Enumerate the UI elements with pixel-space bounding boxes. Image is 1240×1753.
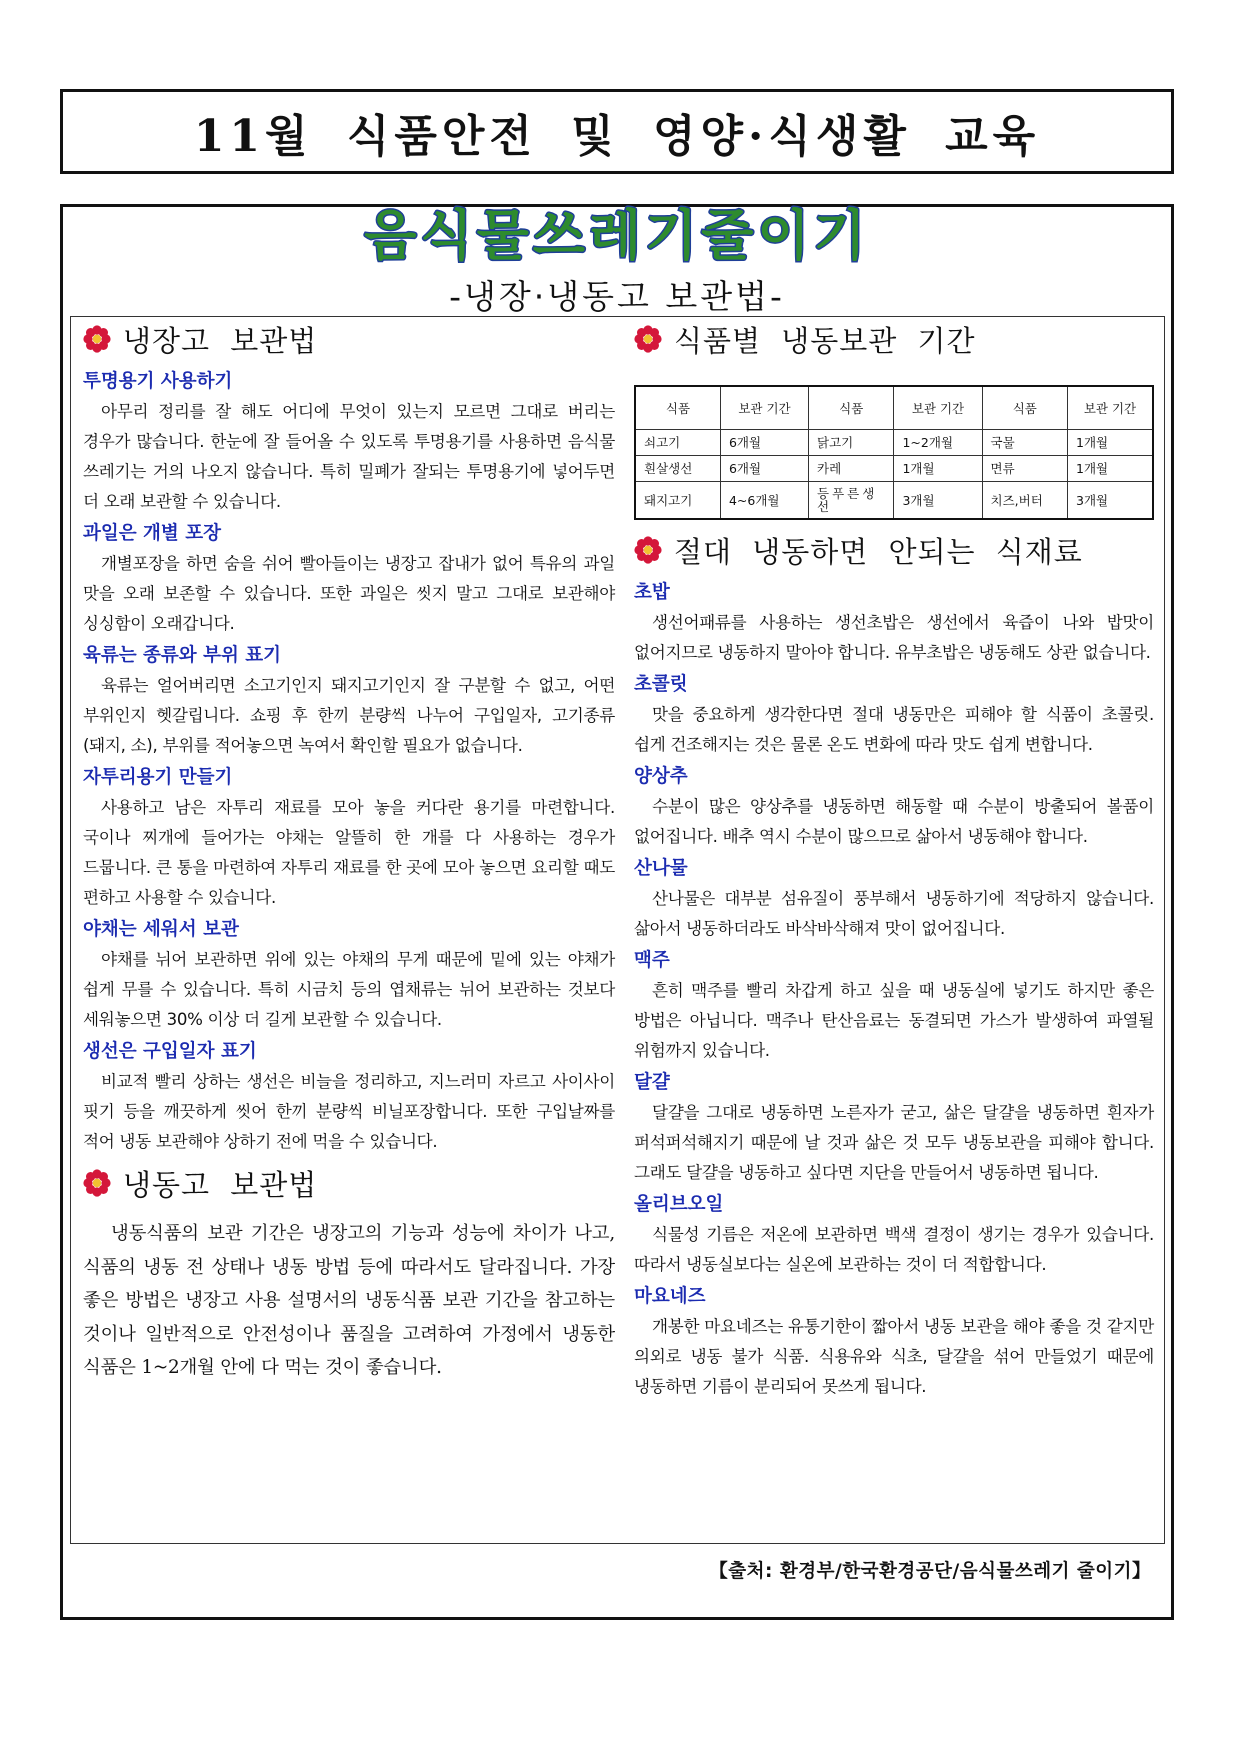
table-cell: 6개월 bbox=[720, 430, 808, 456]
flower-icon bbox=[634, 536, 662, 564]
fridge-item bbox=[83, 915, 615, 1035]
table-header: 식품 bbox=[635, 386, 720, 430]
table-cell: 1개월 bbox=[1068, 456, 1154, 482]
storage-period-table bbox=[634, 385, 1154, 520]
table-cell: 카레 bbox=[809, 456, 894, 482]
table-header: 보관 기간 bbox=[1068, 386, 1154, 430]
ingredient-item bbox=[634, 1190, 1154, 1280]
left-column bbox=[83, 317, 615, 1385]
section-heading-freezer bbox=[83, 1161, 615, 1205]
item-title: 초콜릿 bbox=[634, 674, 688, 695]
table-cell: 닭고기 bbox=[809, 430, 894, 456]
item-title: 투명용기 사용하기 bbox=[83, 371, 233, 392]
table-header: 보관 기간 bbox=[720, 386, 808, 430]
table-cell: 1~2개월 bbox=[894, 430, 982, 456]
source-citation: 【출처: 환경부/한국환경공단/음식물쓰레기 줄이기】 bbox=[709, 1561, 1151, 1582]
section-heading-label: 냉동고 보관법 bbox=[123, 1167, 318, 1202]
page-title: 11월 식품안전 및 영양·식생활 교육 bbox=[193, 110, 1041, 162]
item-text: 수분이 많은 양상추를 냉동하면 해동할 때 수분이 방출되어 볼품이 없어집니다. 배추 역시 수분이 많으므로 삶아서 냉동해야 합니다. bbox=[634, 797, 1154, 846]
banner-title: 음식물쓰레기줄이기 bbox=[364, 204, 870, 267]
section-heading-label: 절대 냉동하면 안되는 식재료 bbox=[674, 534, 1083, 569]
fridge-item bbox=[83, 519, 615, 639]
item-text: 식물성 기름은 저온에 보관하면 백색 결정이 생기는 경우가 있습니다. 따라서 냉동실보다는 실온에 보관하는 것이 더 적합합니다. bbox=[634, 1225, 1154, 1274]
table-cell: 국물 bbox=[982, 430, 1067, 456]
item-title: 자투리용기 만들기 bbox=[83, 767, 233, 788]
item-text: 맛을 중요하게 생각한다면 절대 냉동만은 피해야 할 식품이 초콜릿. 쉽게 건조해지는 것은 물론 온도 변화에 따라 맛도 쉽게 변합니다. bbox=[634, 705, 1154, 754]
item-title: 초밥 bbox=[634, 582, 670, 603]
ingredient-item bbox=[634, 670, 1154, 760]
item-title: 야채는 세워서 보관 bbox=[83, 919, 239, 940]
item-text: 비교적 빨리 상하는 생선은 비늘을 정리하고, 지느러미 자르고 사이사이 핏기 등을 깨끗하게 씻어 한끼 분량씩 비닐포장합니다. 또한 구입날짜를 적어 냉동 보관해야 상하기 전에 먹을 수 있습니다. bbox=[83, 1072, 615, 1151]
freezer-text: 냉동식품의 보관 기간은 냉장고의 기능과 성능에 차이가 나고, 식품의 냉동 전 상태나 냉동 방법 등에 따라서도 달라집니다. 가장 좋은 방법은 냉장고 사용 설명서의 냉동식품 보관 기간을 참고하는 것이나 일반적으로 안전성이나 품질을 고려하여 가정에서 냉동한 식품은 1~2개월 안에 다 먹는 것이 좋습니다. bbox=[83, 1223, 615, 1378]
section-heading-label: 냉장고 보관법 bbox=[123, 323, 318, 358]
inner-frame bbox=[70, 316, 1165, 1544]
ingredient-item bbox=[634, 762, 1154, 852]
content-frame bbox=[60, 204, 1174, 1620]
table-cell: 3개월 bbox=[1068, 482, 1154, 520]
fridge-item bbox=[83, 1037, 615, 1157]
ingredient-item bbox=[634, 946, 1154, 1066]
flower-icon bbox=[83, 1169, 111, 1197]
flower-icon bbox=[83, 325, 111, 353]
item-text: 개별포장을 하면 숨을 쉬어 빨아들이는 냉장고 잡내가 없어 특유의 과일 맛을 오래 보존할 수 있습니다. 또한 과일은 씻지 말고 그대로 보관해야 싱싱함이 오래갑니다. bbox=[83, 554, 615, 633]
table-row bbox=[635, 482, 1153, 520]
item-text: 흔히 맥주를 빨리 차갑게 하고 싶을 때 냉동실에 넣기도 하지만 좋은 방법은 아닙니다. 맥주나 탄산음료는 동결되면 가스가 발생하여 파열될 위험까지 있습니다. bbox=[634, 981, 1154, 1060]
table-cell: 4~6개월 bbox=[720, 482, 808, 520]
section-heading-period bbox=[634, 317, 1154, 361]
table-row bbox=[635, 430, 1153, 456]
item-text: 사용하고 남은 자투리 재료를 모아 놓을 커다란 용기를 마련합니다. 국이나 찌개에 들어가는 야채는 알뜰히 한 개를 다 사용하는 경우가 드뭅니다. 큰 통을 마련하여 자투리 재료를 한 곳에 모아 놓으면 요리할 때도 편하고 사용할 수 있습니다. bbox=[83, 798, 615, 907]
ingredient-item bbox=[634, 1282, 1154, 1402]
ingredient-item bbox=[634, 1068, 1154, 1188]
item-text: 산나물은 대부분 섬유질이 풍부해서 냉동하기에 적당하지 않습니다. 삶아서 냉동하더라도 바삭바삭해져 맛이 없어집니다. bbox=[634, 889, 1154, 938]
item-title: 생선은 구입일자 표기 bbox=[83, 1041, 257, 1062]
item-title: 산나물 bbox=[634, 858, 688, 879]
item-text: 개봉한 마요네즈는 유통기한이 짧아서 냉동 보관을 해야 좋을 것 같지만 의외로 냉동 불가 식품. 식용유와 식초, 달걀을 섞어 만들었기 때문에 냉동하면 기름이 분리되어 못쓰게 됩니다. bbox=[634, 1317, 1154, 1396]
ingredient-item bbox=[634, 854, 1154, 944]
fridge-item bbox=[83, 367, 615, 517]
section-heading-fridge bbox=[83, 317, 615, 361]
table-cell: 3개월 bbox=[894, 482, 982, 520]
table-cell: 흰살생선 bbox=[635, 456, 720, 482]
table-header: 보관 기간 bbox=[894, 386, 982, 430]
item-text: 야채를 뉘어 보관하면 위에 있는 야채의 무게 때문에 밑에 있는 야채가 쉽게 무를 수 있습니다. 특히 시금치 등의 엽채류는 뉘어 보관하는 것보다 세워놓으면 30% 이상 더 길게 보관할 수 있습니다. bbox=[83, 950, 615, 1029]
item-title: 달걀 bbox=[634, 1072, 670, 1093]
item-title: 올리브오일 bbox=[634, 1194, 724, 1215]
table-header: 식품 bbox=[809, 386, 894, 430]
item-title: 과일은 개별 포장 bbox=[83, 523, 221, 544]
table-cell: 6개월 bbox=[720, 456, 808, 482]
table-cell: 돼지고기 bbox=[635, 482, 720, 520]
table-cell: 치즈,버터 bbox=[982, 482, 1067, 520]
table-cell: 등푸른생선 bbox=[809, 482, 894, 520]
item-title: 양상추 bbox=[634, 766, 688, 787]
item-title: 맥주 bbox=[634, 950, 670, 971]
table-header-row bbox=[635, 386, 1153, 430]
table-cell: 면류 bbox=[982, 456, 1067, 482]
item-text: 육류는 얼어버리면 소고기인지 돼지고기인지 잘 구분할 수 없고, 어떤 부위인지 헷갈립니다. 쇼핑 후 한끼 분량씩 나누어 구입일자, 고기종류(돼지, 소), 부위를 적어놓으면 녹여서 확인할 필요가 없습니다. bbox=[83, 676, 615, 755]
flower-icon bbox=[634, 325, 662, 353]
right-column bbox=[634, 317, 1154, 1402]
title-box bbox=[60, 89, 1174, 174]
item-text: 생선어패류를 사용하는 생선초밥은 생선에서 육즙이 나와 밥맛이 없어지므로 냉동하지 말아야 합니다. 유부초밥은 냉동해도 상관 없습니다. bbox=[634, 613, 1154, 662]
fridge-item bbox=[83, 641, 615, 761]
item-text: 아무리 정리를 잘 해도 어디에 무엇이 있는지 모르면 그대로 버리는 경우가 많습니다. 한눈에 잘 들어올 수 있도록 투명용기를 사용하면 음식물 쓰레기는 거의 나오지 않습니다. 특히 밀폐가 잘되는 투명용기에 넣어두면 더 오래 보관할 수 있습니다. bbox=[83, 402, 615, 511]
fridge-item bbox=[83, 763, 615, 913]
ingredient-item bbox=[634, 578, 1154, 668]
table-cell: 쇠고기 bbox=[635, 430, 720, 456]
banner-subtitle: -냉장·냉동고 보관법- bbox=[449, 277, 785, 316]
section-heading-never-freeze bbox=[634, 528, 1154, 572]
item-text: 달걀을 그대로 냉동하면 노른자가 굳고, 삶은 달걀을 냉동하면 흰자가 퍼석퍼석해지기 때문에 날 것과 삶은 것 모두 냉동보관을 피해야 합니다. 그래도 달걀을 냉동하고 싶다면 지단을 만들어서 냉동하면 됩니다. bbox=[634, 1103, 1154, 1182]
table-cell: 1개월 bbox=[1068, 430, 1154, 456]
section-heading-label: 식품별 냉동보관 기간 bbox=[674, 323, 976, 358]
item-title: 마요네즈 bbox=[634, 1286, 706, 1307]
item-title: 육류는 종류와 부위 표기 bbox=[83, 645, 282, 666]
table-header: 식품 bbox=[982, 386, 1067, 430]
table-row bbox=[635, 456, 1153, 482]
table-cell: 1개월 bbox=[894, 456, 982, 482]
